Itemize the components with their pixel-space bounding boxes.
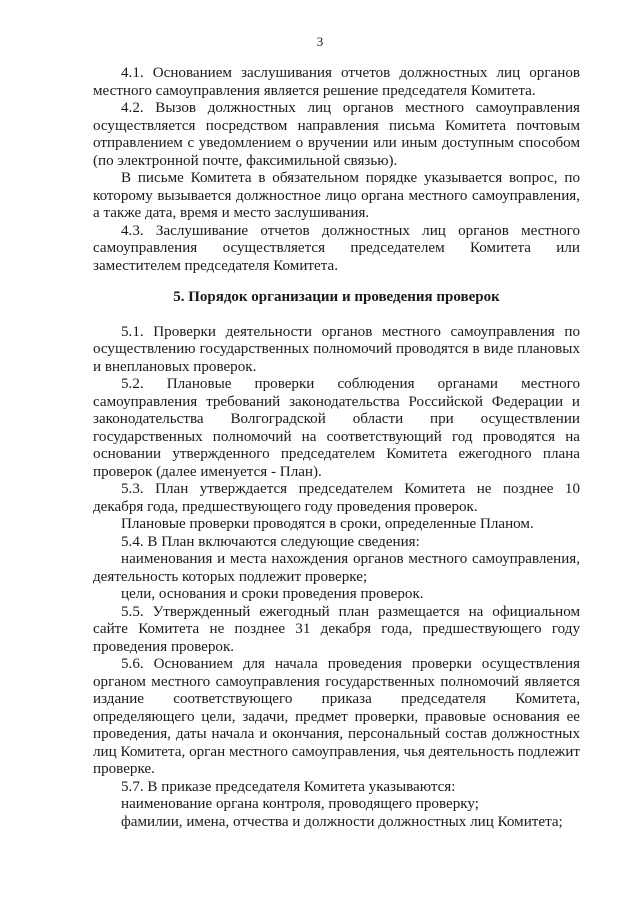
paragraph-planned-checks: Плановые проверки проводятся в сроки, определенные Планом. [121,516,534,532]
paragraph-4-3: 4.3. Заслушивание отчетов должностных лиц органов местного самоуправления осуществляется председателем Комитета или заместителем председателя Комитета. [93,222,580,274]
paragraph-5-7: 5.7. В приказе председателя Комитета указываются: [121,778,456,795]
page-number: 3 [316,34,324,49]
paragraph-4-2: 4.2. Вызов должностных лиц органов местного самоуправления осуществляется посредством направления письма Комитета почтовым отправлением с уведомлением о вручении или иным доступным способом (по электронной почте, факсимильной связью). [93,100,580,169]
paragraph-plan-item-names: наименования и места нахождения органов местного самоуправления, деятельность которых подлежит проверке; [93,551,580,585]
paragraph-order-item-authority: наименование органа контроля, проводящего проверку; [121,796,479,812]
document-body [93,65,580,831]
paragraph-5-1: 5.1. Проверки деятельности органов местного самоуправления по осуществлению государственных полномочий проводятся в виде плановых и внеплановых проверок. [93,323,580,375]
paragraph-5-2: 5.2. Плановые проверки соблюдения органами местного самоуправления требований законодательства Российской Федерации и законодательства Волгоградской области при осуществлении государственных полномочий на соответствующий год проводятся на основании утвержденного председателем Комитета ежегодного плана проверок (далее именуется - План). [93,376,580,480]
paragraph-letter-content: В письме Комитета в обязательном порядке указывается вопрос, по которому вызывается должностное лицо органа местного самоуправления, а также дата, время и место заслушивания. [93,170,580,221]
paragraph-5-6: 5.6. Основанием для начала проведения проверки осуществления органом местного самоуправления государственных полномочий является издание соответствующего приказа председателя Комитета, определяющего цели, задачи, предмет проверки, правовые основания ее проведения, даты начала и окончания, персональный состав должностных лиц Комитета, орган местного самоуправления, чья деятельность подлежит проверке. [93,656,580,777]
paragraph-5-5: 5.5. Утвержденный ежегодный план размещается на официальном сайте Комитета не позднее 31 декабря года, предшествующего году проведения проверок. [93,603,580,655]
paragraph-plan-item-goals: цели, основания и сроки проведения проверок. [121,586,424,602]
section-heading: 5. Порядок организации и проведения проверок [173,289,500,305]
paragraph-4-1: 4.1. Основанием заслушивания отчетов должностных лиц органов местного самоуправления является решение председателя Комитета. [93,65,580,99]
paragraph-order-item-officials: фамилии, имена, отчества и должности должностных лиц Комитета; [121,813,563,830]
paragraph-5-4: 5.4. В План включаются следующие сведения: [121,533,420,550]
paragraph-5-3: 5.3. План утверждается председателем Комитета не позднее 10 декабря года, предшествующего году проведения проверок. [93,481,580,515]
